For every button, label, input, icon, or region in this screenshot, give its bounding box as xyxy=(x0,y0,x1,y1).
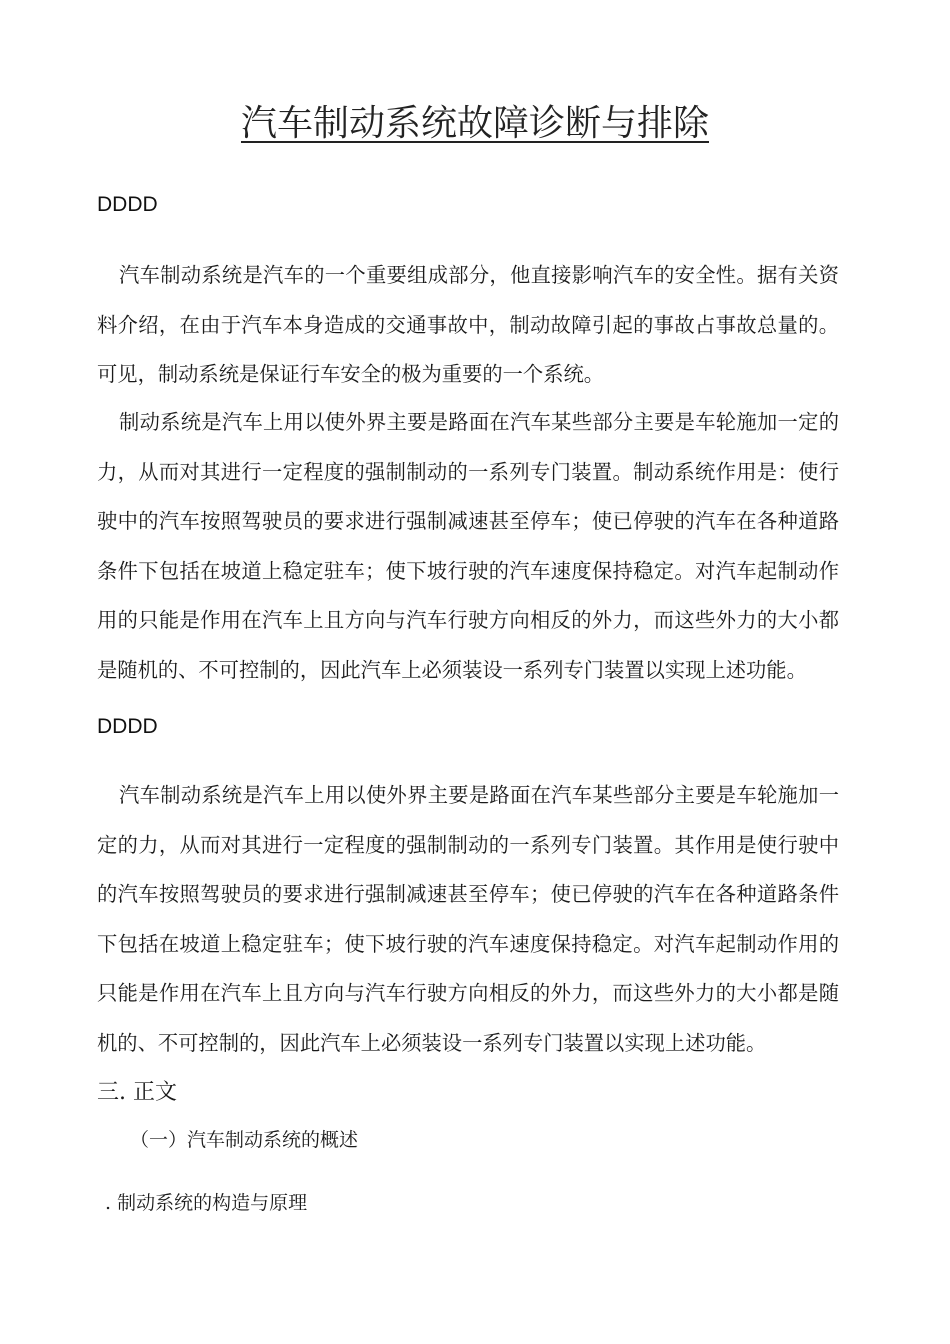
section-heading: 三. 正文 xyxy=(97,1080,177,1105)
intro-paragraph-1: 汽车制动系统是汽车的一个重要组成部分，他直接影响汽车的安全性。据有关资料介绍，在由于汽车本身造成的交通事故中，制动故障引起的事故占事故总量的。可见，制动系统是保证行车安全的极为重要的一个系统。 xyxy=(97,263,839,386)
section-marker-1: DDDD xyxy=(97,193,158,216)
section-marker-2: DDDD xyxy=(97,715,158,738)
item-heading: . 制动系统的构造与原理 xyxy=(105,1192,308,1214)
intro-paragraph-2: 制动系统是汽车上用以使外界主要是路面在汽车某些部分主要是车轮施加一定的力，从而对其进行一定程度的强制制动的一系列专门装置。制动系统作用是：使行驶中的汽车按照驾驶员的要求进行强制减速甚至停车；使已停驶的汽车在各种道路条件下包括在坡道上稳定驻车；使下坡行驶的汽车速度保持稳定。对汽车起制动作用的只能是作用在汽车上且方向与汽车行驶方向相反的外力，而这些外力的大小都是随机的、不可控制的，因此汽车上必须装设一系列专门装置以实现上述功能。 xyxy=(97,410,839,682)
document-title xyxy=(0,98,950,150)
subsection-heading: （一）汽车制动系统的概述 xyxy=(130,1129,359,1151)
second-paragraph: 汽车制动系统是汽车上用以使外界主要是路面在汽车某些部分主要是车轮施加一定的力，从而对其进行一定程度的强制制动的一系列专门装置。其作用是使行驶中的汽车按照驾驶员的要求进行强制减速甚至停车；使已停驶的汽车在各种道路条件下包括在坡道上稳定驻车；使下坡行驶的汽车速度保持稳定。对汽车起制动作用的只能是作用在汽车上且方向与汽车行驶方向相反的外力，而这些外力的大小都是随机的、不可控制的，因此汽车上必须装设一系列专门装置以实现上述功能。 xyxy=(97,783,839,1055)
document-title-text: 汽车制动系统故障诊断与排除 xyxy=(240,103,709,144)
